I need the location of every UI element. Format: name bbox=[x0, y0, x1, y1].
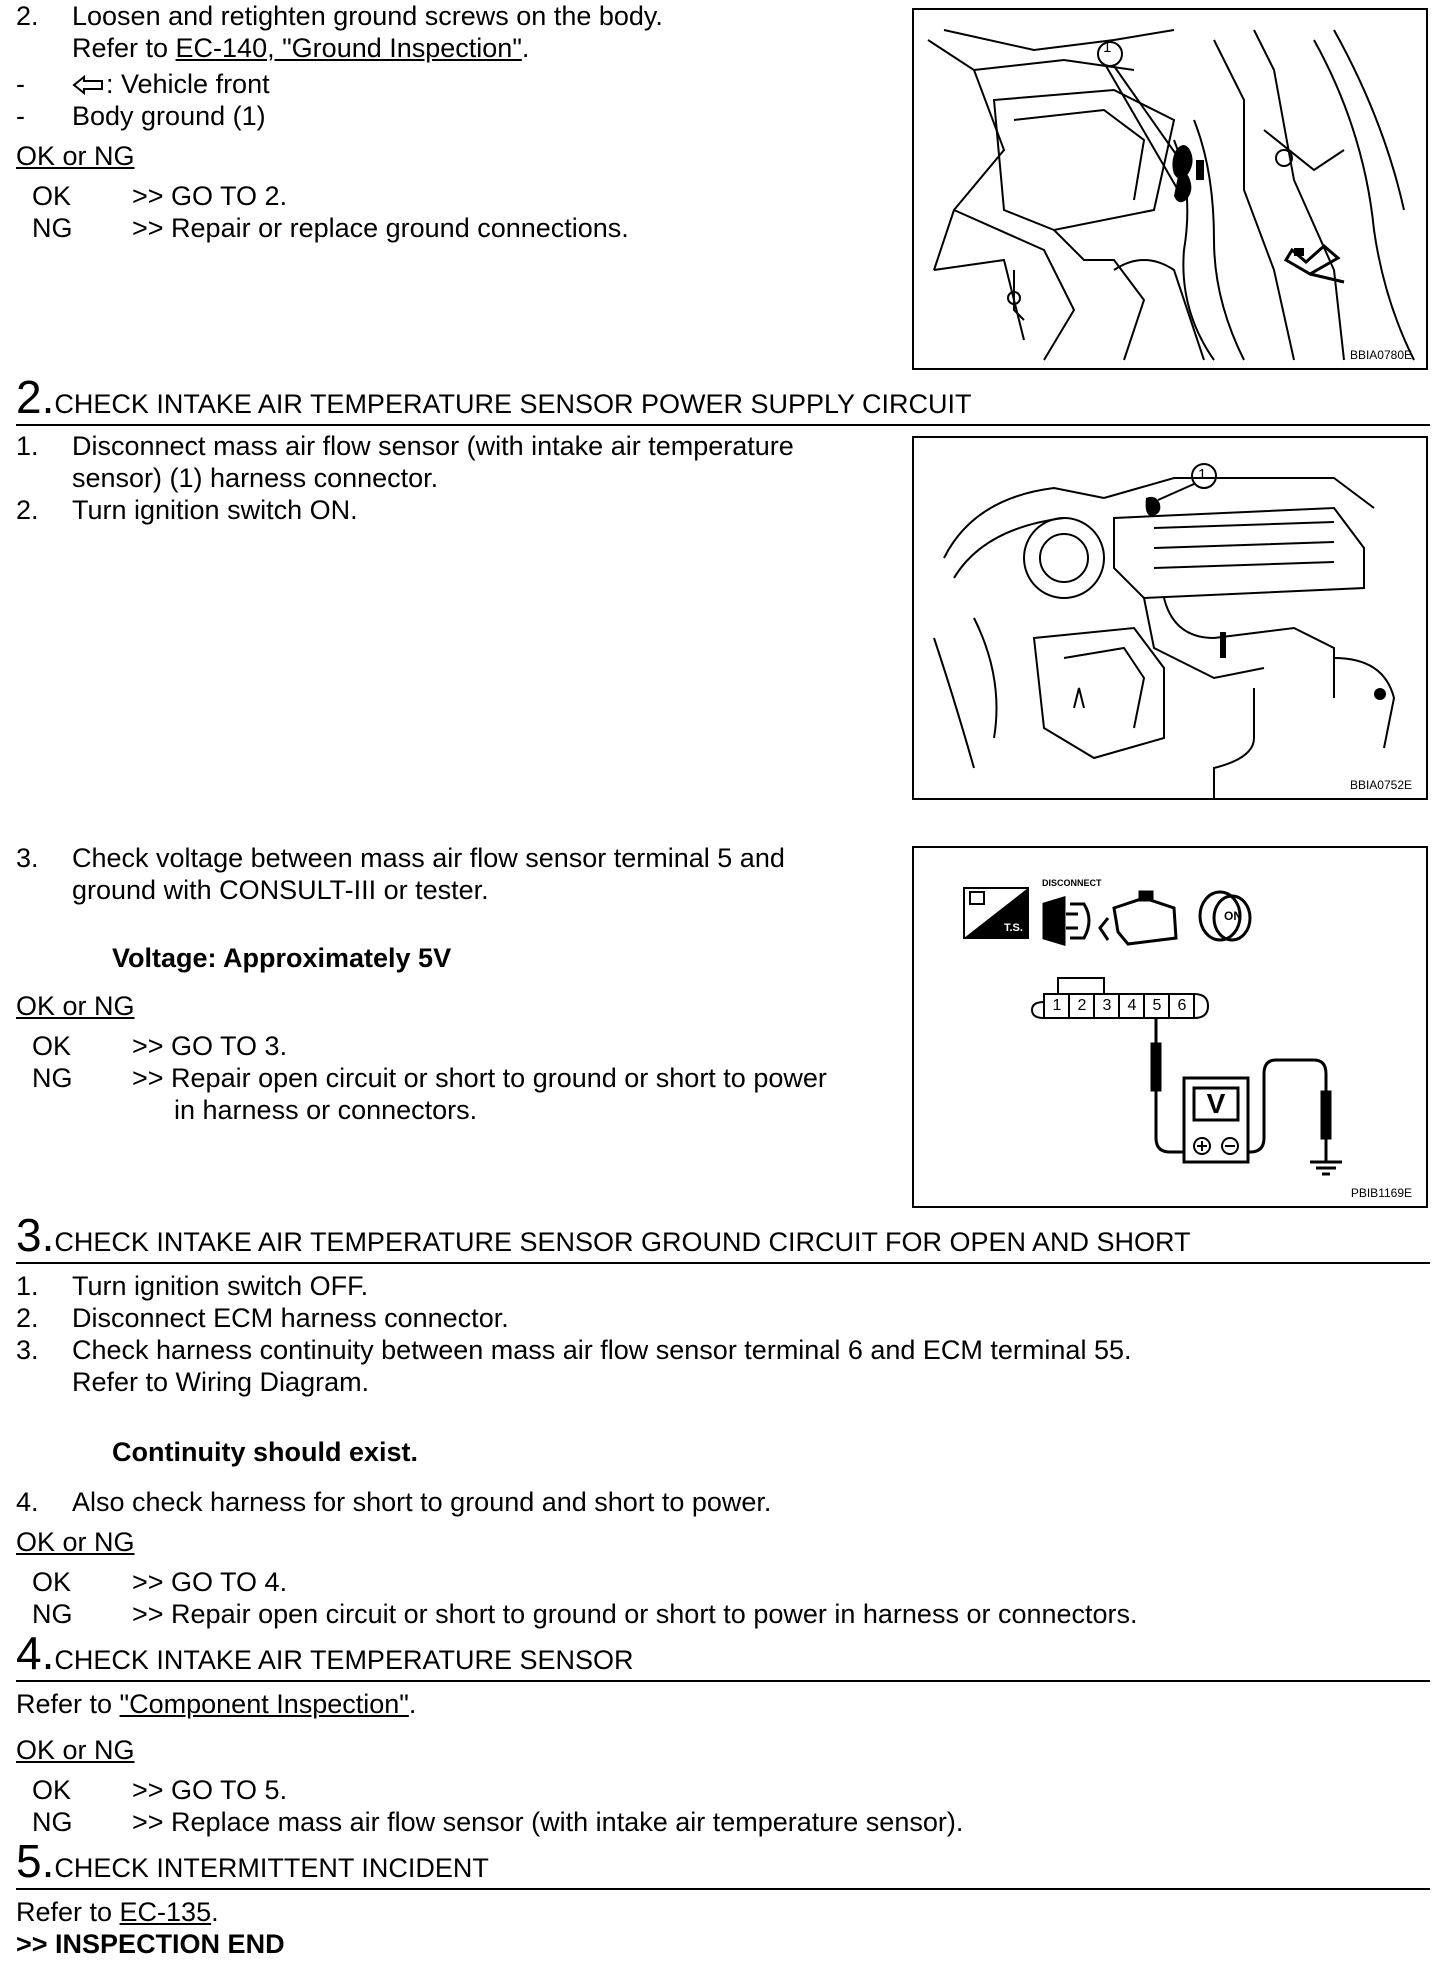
continuity-spec: Continuity should exist. bbox=[112, 1437, 419, 1467]
voltage-spec: Voltage: Approximately 5V bbox=[112, 943, 452, 973]
step3-item1-text: Turn ignition switch OFF. bbox=[72, 1271, 369, 1301]
step3-item2-text: Disconnect ECM harness connector. bbox=[72, 1303, 509, 1333]
refer-suffix: . bbox=[521, 33, 530, 63]
terminal-label: 6 bbox=[1177, 997, 1187, 1014]
ts-label: T.S. bbox=[1004, 922, 1023, 934]
disconnect-label: DISCONNECT bbox=[1042, 878, 1102, 888]
step3-item4-text: Also check harness for short to ground and short to power. bbox=[72, 1487, 772, 1517]
engine-bay-illustration bbox=[914, 10, 1426, 368]
ground-inspection-link[interactable]: EC-140, "Ground Inspection" bbox=[175, 33, 522, 63]
refer-suffix: . bbox=[408, 1689, 417, 1719]
ok-or-ng-heading: OK or NG bbox=[16, 991, 135, 1021]
bullet-dash: - bbox=[16, 101, 25, 131]
step3-item2-number: 2. bbox=[16, 1303, 39, 1333]
ng-result: >> Repair open circuit or short to ground or short to power in harness or connectors. bbox=[132, 1599, 1138, 1629]
terminal-label: 5 bbox=[1152, 997, 1162, 1014]
figure-code: BBIA0780E bbox=[1349, 348, 1412, 362]
figure-callout-1: 1 bbox=[1198, 466, 1207, 483]
maf-connector-figure bbox=[912, 436, 1428, 800]
ok-result: >> GO TO 4. bbox=[132, 1567, 288, 1597]
step3-item3-line1: Check harness continuity between mass air flow sensor terminal 6 and ECM terminal 55. bbox=[72, 1335, 1132, 1365]
step2-title: CHECK INTAKE AIR TEMPERATURE SENSOR POWER SUPPLY CIRCUIT bbox=[54, 389, 972, 419]
ng-label: NG bbox=[32, 1063, 73, 1093]
maf-sensor-illustration bbox=[914, 438, 1426, 798]
step4-rule bbox=[16, 1680, 1430, 1682]
refer-prefix: Refer to bbox=[16, 1897, 120, 1927]
step2-rule bbox=[16, 424, 1430, 426]
vehicle-front-text: : Vehicle front bbox=[106, 69, 270, 99]
voltage-check-diagram bbox=[914, 848, 1426, 1206]
step4-title: CHECK INTAKE AIR TEMPERATURE SENSOR bbox=[54, 1645, 634, 1675]
figure-code: PBIB1169E bbox=[1350, 1186, 1412, 1200]
ng-result-line1: >> Repair open circuit or short to ground or short to power bbox=[132, 1063, 827, 1093]
ec-135-link[interactable]: EC-135 bbox=[119, 1897, 212, 1927]
step3-item1-number: 1. bbox=[16, 1271, 39, 1301]
step4-heading bbox=[16, 1627, 634, 1679]
component-inspection-link[interactable]: "Component Inspection" bbox=[119, 1689, 409, 1719]
step3-rule bbox=[16, 1262, 1430, 1264]
step1-item2-number: 2. bbox=[16, 1, 39, 31]
step3-item3-line2: Refer to Wiring Diagram. bbox=[72, 1367, 370, 1397]
step4-refer bbox=[16, 1688, 416, 1720]
step3-heading bbox=[16, 1209, 1191, 1261]
step1-item2-line1: Loosen and retighten ground screws on the body. bbox=[72, 1, 663, 31]
step3-number: 3. bbox=[16, 1209, 55, 1261]
ok-or-ng-heading: OK or NG bbox=[16, 1735, 135, 1765]
vehicle-front-bullet bbox=[72, 68, 270, 100]
voltage-check-figure bbox=[912, 846, 1428, 1208]
refer-suffix: . bbox=[211, 1897, 219, 1927]
terminal-label: 3 bbox=[1102, 997, 1112, 1014]
ok-label: OK bbox=[32, 1775, 72, 1805]
step2-item1-line2: sensor) (1) harness connector. bbox=[72, 463, 439, 493]
ng-label: NG bbox=[32, 1807, 73, 1837]
ok-result: >> GO TO 2. bbox=[132, 181, 288, 211]
ok-result: >> GO TO 5. bbox=[132, 1775, 288, 1805]
ok-or-ng-heading: OK or NG bbox=[16, 1527, 135, 1557]
step2-item3-line1: Check voltage between mass air flow sensor terminal 5 and bbox=[72, 843, 785, 873]
step2-item3-line2: ground with CONSULT-III or tester. bbox=[72, 875, 489, 905]
step3-item4-number: 4. bbox=[16, 1487, 39, 1517]
step2-item1-line1: Disconnect mass air flow sensor (with intake air temperature bbox=[72, 431, 794, 461]
ng-label: NG bbox=[32, 213, 73, 243]
voltmeter-v-label: V bbox=[1206, 1088, 1226, 1119]
engine-icon bbox=[1100, 892, 1176, 944]
bullet-dash: - bbox=[16, 69, 25, 99]
step5-rule bbox=[16, 1888, 1430, 1890]
ok-or-ng-heading: OK or NG bbox=[16, 141, 135, 171]
terminal-label: 2 bbox=[1077, 997, 1087, 1014]
step4-number: 4. bbox=[16, 1627, 55, 1679]
ok-label: OK bbox=[32, 1031, 72, 1061]
ng-result-line2: in harness or connectors. bbox=[174, 1095, 478, 1125]
ng-label: NG bbox=[32, 1599, 73, 1629]
step5-refer bbox=[16, 1896, 219, 1928]
on-label: ON bbox=[1224, 909, 1242, 923]
body-ground-bullet: Body ground (1) bbox=[72, 101, 266, 131]
step1-item2-line2 bbox=[72, 32, 529, 64]
step5-title: CHECK INTERMITTENT INCIDENT bbox=[54, 1853, 489, 1883]
refer-prefix: Refer to bbox=[72, 33, 176, 63]
step2-number: 2. bbox=[16, 371, 55, 423]
step3-item3-number: 3. bbox=[16, 1335, 39, 1365]
step5-heading bbox=[16, 1835, 489, 1887]
figure-code: BBIA0752E bbox=[1349, 778, 1412, 792]
terminal-label: 4 bbox=[1127, 997, 1137, 1014]
ground-location-figure bbox=[912, 8, 1428, 370]
refer-prefix: Refer to bbox=[16, 1689, 120, 1719]
step2-item1-number: 1. bbox=[16, 431, 39, 461]
step5-number: 5. bbox=[16, 1835, 55, 1887]
step2-item2-number: 2. bbox=[16, 495, 39, 525]
step2-item2-text: Turn ignition switch ON. bbox=[72, 495, 358, 525]
terminal-label: 1 bbox=[1052, 997, 1062, 1014]
disconnect-connector-icon bbox=[1044, 898, 1089, 944]
step2-heading bbox=[16, 371, 972, 423]
step2-item3-number: 3. bbox=[16, 843, 39, 873]
inspection-end: >> INSPECTION END bbox=[16, 1929, 285, 1959]
vehicle-front-arrow-icon bbox=[72, 75, 106, 95]
step3-title: CHECK INTAKE AIR TEMPERATURE SENSOR GROUND CIRCUIT FOR OPEN AND SHORT bbox=[54, 1227, 1191, 1257]
ok-label: OK bbox=[32, 1567, 72, 1597]
ok-result: >> GO TO 3. bbox=[132, 1031, 288, 1061]
ok-label: OK bbox=[32, 181, 72, 211]
figure-callout-1: 1 bbox=[1103, 39, 1112, 56]
ng-result: >> Repair or replace ground connections. bbox=[132, 213, 629, 243]
ng-result: >> Replace mass air flow sensor (with intake air temperature sensor). bbox=[132, 1807, 964, 1837]
